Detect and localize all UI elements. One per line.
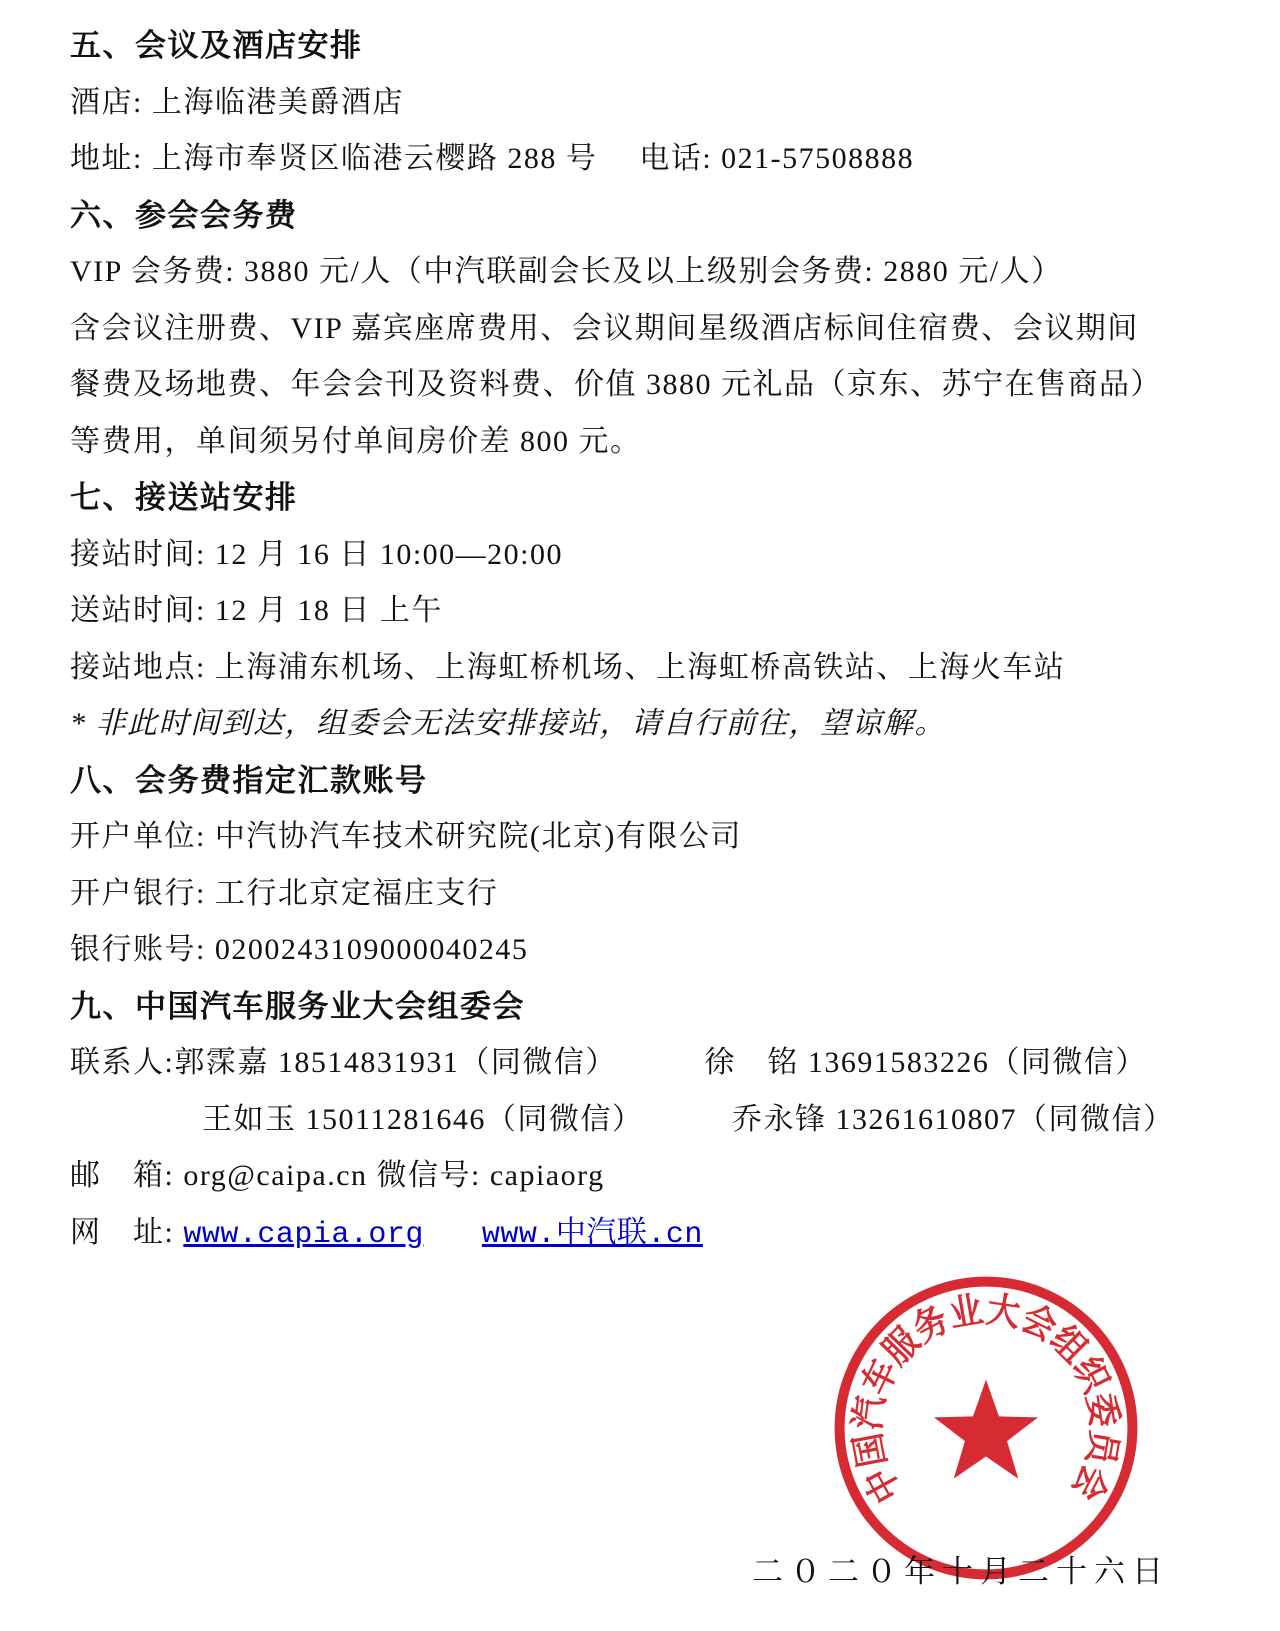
fee-detail-line-3: 等费用，单间须另付单间房价差 800 元。 — [70, 424, 642, 458]
contact-wang: 王如玉 15011281646（同微信） — [202, 1102, 644, 1136]
pickup-locations-line: 接站地点: 上海浦东机场、上海虹桥机场、上海虹桥高铁站、上海火车站 — [70, 650, 1066, 684]
contact-qiao: 乔永锋 13261610807（同微信） — [732, 1102, 1175, 1136]
contacts-label: 联系人: — [70, 1046, 175, 1079]
section5-title: 五、会议及酒店安排 — [70, 28, 363, 63]
contacts-row-2 — [70, 1092, 1212, 1149]
seal-text: 中国汽车服务业大会组织委员会 — [846, 1288, 1126, 1511]
section9-title: 九、中国汽车服务业大会组委会 — [70, 988, 525, 1024]
bank-line: 开户银行: 工行北京定福庄支行 — [70, 876, 499, 910]
contact-guo: 郭霂嘉 18514831931（同微信） — [174, 1046, 617, 1079]
hotel-line: 酒店: 上海临港美爵酒店 — [70, 85, 404, 119]
dropoff-time-line: 送站时间: 12 月 18 日 上午 — [70, 594, 443, 627]
contacts-row-1 — [70, 1035, 1212, 1092]
link-zhongqilian-cn[interactable]: www.中汽联.cn — [481, 1217, 703, 1252]
account-number-line: 银行账号: 0200243109000040245 — [70, 933, 529, 966]
pickup-time-line: 接站时间: 12 月 16 日 10:00—20:00 — [70, 537, 564, 571]
star-icon — [934, 1380, 1038, 1479]
account-name-line: 开户单位: 中汽协汽车技术研究院(北京)有限公司 — [70, 820, 742, 853]
pickup-note-line: * 非此时间到达，组委会无法安排接站，请自行前往，望谅解。 — [70, 707, 946, 740]
address-text: 地址: 上海市奉贤区临港云樱路 288 号 — [70, 142, 598, 175]
official-seal-stamp — [828, 1270, 1144, 1586]
website-label: 网 址: — [70, 1215, 184, 1249]
phone-text: 电话: 021-57508888 — [639, 142, 915, 175]
document-body — [70, 18, 1212, 1261]
email-line: 邮 箱: org@caipa.cn 微信号: capiaorg — [70, 1159, 605, 1192]
vip-fee-line: VIP 会务费: 3880 元/人（中汽联副会长及以上级别会务费: 2880 元/人） — [70, 255, 1063, 288]
link-capia-org[interactable]: www.capia.org — [183, 1217, 424, 1252]
address-line — [70, 131, 1212, 188]
section7-title: 七、接送站安排 — [70, 480, 298, 515]
section8-title: 八、会务费指定汇款账号 — [70, 762, 428, 798]
section6-title: 六、参会会务费 — [70, 197, 298, 233]
website-line — [70, 1205, 1212, 1262]
fee-detail-line-1: 含会议注册费、VIP 嘉宾座席费用、会议期间星级酒店标间住宿费、会议期间 — [70, 311, 1139, 345]
contact-xu: 徐 铭 13691583226（同微信） — [704, 1046, 1147, 1079]
fee-detail-line-2: 餐费及场地费、年会会刊及资料费、价值 3880 元礼品（京东、苏宁在售商品） — [70, 368, 1162, 401]
document-date: 二０二０年十月二十六日 — [752, 1554, 1170, 1589]
